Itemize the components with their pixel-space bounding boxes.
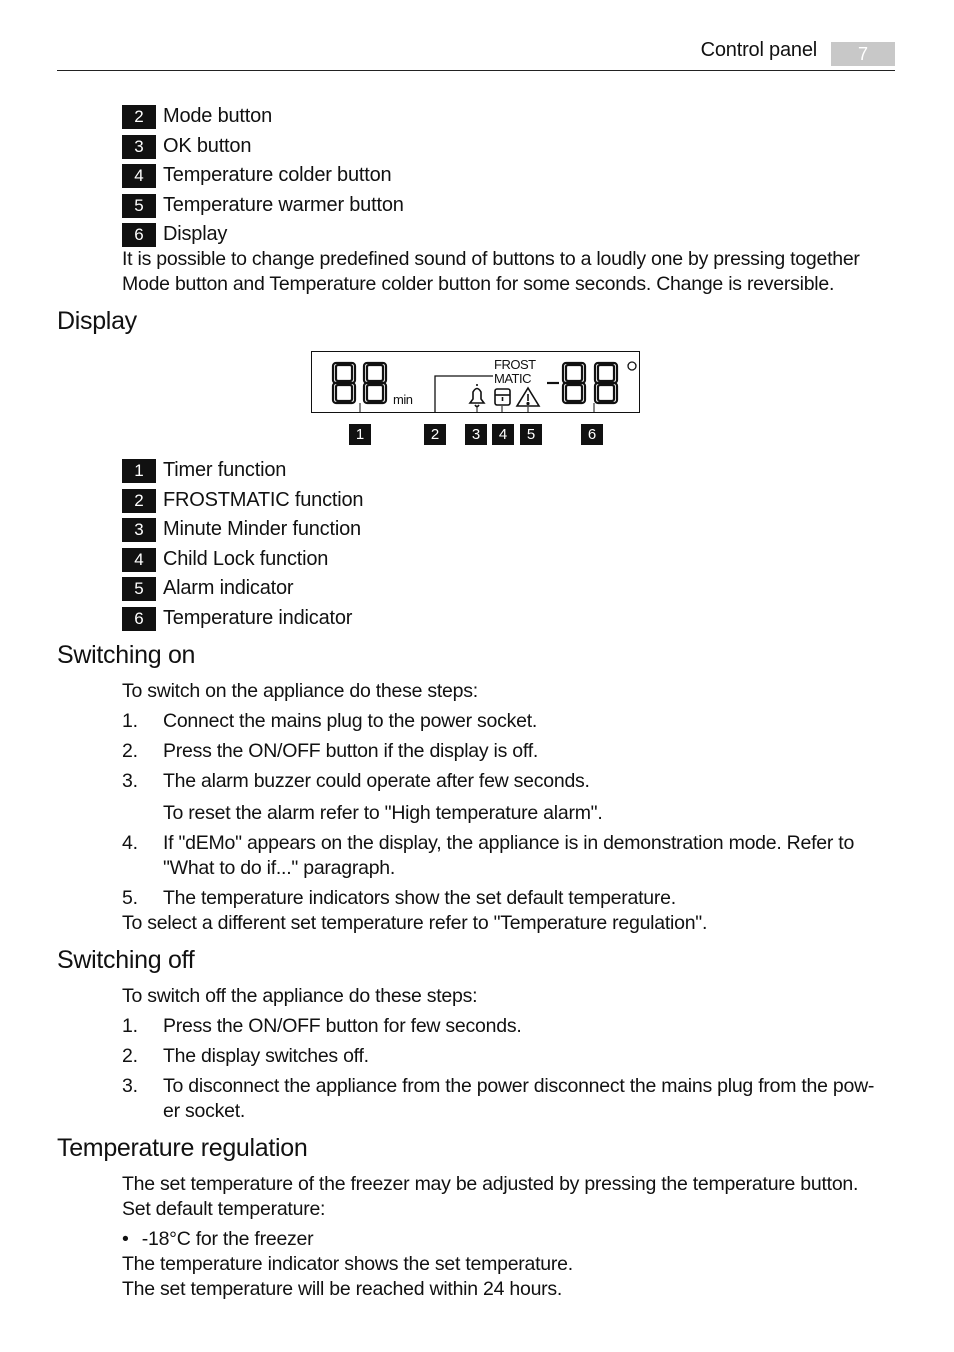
step-text xyxy=(163,831,854,881)
step-number: 1. xyxy=(122,710,138,732)
bullet-item xyxy=(122,1227,892,1252)
step-line: The temperature indicators show the set default temperature. xyxy=(163,887,676,909)
bell-icon xyxy=(470,384,484,407)
paragraph-line: The set temperature of the freezer may be adjusted by pressing the temperature button. xyxy=(122,1173,859,1195)
step-number: 1. xyxy=(122,1015,138,1037)
lcd-segments xyxy=(311,351,641,413)
step-line: The alarm buzzer could operate after few seconds. xyxy=(163,770,590,792)
legend-label: FROSTMATIC function xyxy=(163,488,364,511)
legend-label: Timer function xyxy=(163,459,287,481)
step-line: To reset the alarm refer to "High temperature alarm". xyxy=(163,802,603,824)
switching-on-outro: To select a different set temperature refer to "Temperature regulation". xyxy=(122,912,708,934)
degree-icon xyxy=(628,362,636,370)
step-line: er socket. xyxy=(163,1100,246,1122)
section-heading-switching-on: Switching on xyxy=(57,641,196,669)
step-line: "What to do if..." paragraph. xyxy=(163,857,396,879)
callout-badge: 5 xyxy=(520,424,542,445)
step-line: Connect the mains plug to the power socket. xyxy=(163,710,538,732)
callout-badge: 2 xyxy=(424,424,446,445)
step-text xyxy=(163,801,603,826)
page-number: 7 xyxy=(831,42,895,66)
step-number: 3. xyxy=(122,770,138,792)
step-line: The display switches off. xyxy=(163,1045,369,1067)
step-number: 2. xyxy=(122,740,138,762)
default-temperature-bullet xyxy=(122,1227,892,1252)
warning-icon xyxy=(517,388,539,406)
step-number: 3. xyxy=(122,1075,138,1097)
section-heading-switching-off: Switching off xyxy=(57,946,195,974)
number-badge: 6 xyxy=(122,223,156,247)
number-badge: 1 xyxy=(122,459,156,483)
legend-label: Display xyxy=(163,223,228,246)
lcd-unit-min: min xyxy=(393,392,413,407)
legend-label: Child Lock function xyxy=(163,547,329,570)
step-line: Press the ON/OFF button for few seconds. xyxy=(163,1015,522,1037)
switching-on-intro: To switch on the appliance do these steps: xyxy=(122,680,478,702)
step-line: To disconnect the appliance from the power disconnect the mains plug from the pow- xyxy=(163,1075,875,1097)
legend-label: Temperature warmer button xyxy=(163,193,404,216)
bullet-text: -18°C for the freezer xyxy=(141,1228,314,1250)
temperature-regulation-after xyxy=(122,1252,892,1302)
step-text xyxy=(163,769,590,794)
step-text xyxy=(163,1014,521,1039)
paragraph-line: The temperature indicator shows the set temperature. xyxy=(122,1253,573,1275)
frostmatic-bracket xyxy=(435,376,493,413)
step-text xyxy=(163,739,538,764)
legend-label: Mode button xyxy=(163,105,272,127)
paragraph-line: The set temperature will be reached within 24 hours. xyxy=(122,1278,563,1300)
step-text xyxy=(163,1074,874,1124)
lcd-frost: FROST xyxy=(494,357,536,372)
number-badge: 2 xyxy=(122,105,156,129)
number-badge: 5 xyxy=(122,194,156,218)
paragraph-line: Set default temperature: xyxy=(122,1198,326,1220)
digits-left-icon xyxy=(333,363,386,403)
callout-badge: 3 xyxy=(465,424,487,445)
digits-right-icon xyxy=(547,363,617,403)
legend-label: Minute Minder function xyxy=(163,518,361,541)
step-text xyxy=(163,1044,369,1069)
number-badge: 6 xyxy=(122,607,156,631)
callout-badge: 6 xyxy=(581,424,603,445)
lcd-matic: MATIC xyxy=(494,371,531,386)
legend-label: Temperature colder button xyxy=(163,164,392,187)
legend-label: Temperature indicator xyxy=(163,606,353,629)
temperature-regulation-text xyxy=(122,1172,892,1222)
bullet-icon: • xyxy=(122,1228,129,1250)
legend-label: OK button xyxy=(163,134,252,157)
header-section-title: Control panel xyxy=(700,39,817,61)
number-badge: 4 xyxy=(122,548,156,572)
sound-note xyxy=(122,247,892,297)
step-text xyxy=(163,709,537,734)
number-badge: 3 xyxy=(122,135,156,159)
step-text xyxy=(163,886,676,911)
legend-label: Alarm indicator xyxy=(163,577,294,600)
number-badge: 4 xyxy=(122,164,156,188)
step-number: 2. xyxy=(122,1045,138,1067)
step-number: 5. xyxy=(122,887,138,909)
step-line: Press the ON/OFF button if the display is off. xyxy=(163,740,539,762)
number-badge: 2 xyxy=(122,489,156,513)
number-badge: 3 xyxy=(122,518,156,542)
section-heading-temperature-regulation: Temperature regulation xyxy=(57,1134,308,1162)
header-rule xyxy=(57,70,895,71)
section-heading-display: Display xyxy=(57,307,137,335)
number-badge: 5 xyxy=(122,577,156,601)
switching-off-intro: To switch off the appliance do these steps: xyxy=(122,985,478,1007)
step-line: If "dEMo" appears on the display, the appliance is in demonstration mode. Refer to xyxy=(163,832,855,854)
sound-note-line: Mode button and Temperature colder button for some seconds. Change is reversible. xyxy=(122,273,835,295)
callout-badge: 4 xyxy=(492,424,514,445)
lock-icon xyxy=(495,389,510,405)
step-number: 4. xyxy=(122,832,138,854)
sound-note-line: It is possible to change predefined sound of buttons to a loudly one by pressing together xyxy=(122,248,860,270)
callout-badge: 1 xyxy=(349,424,371,445)
